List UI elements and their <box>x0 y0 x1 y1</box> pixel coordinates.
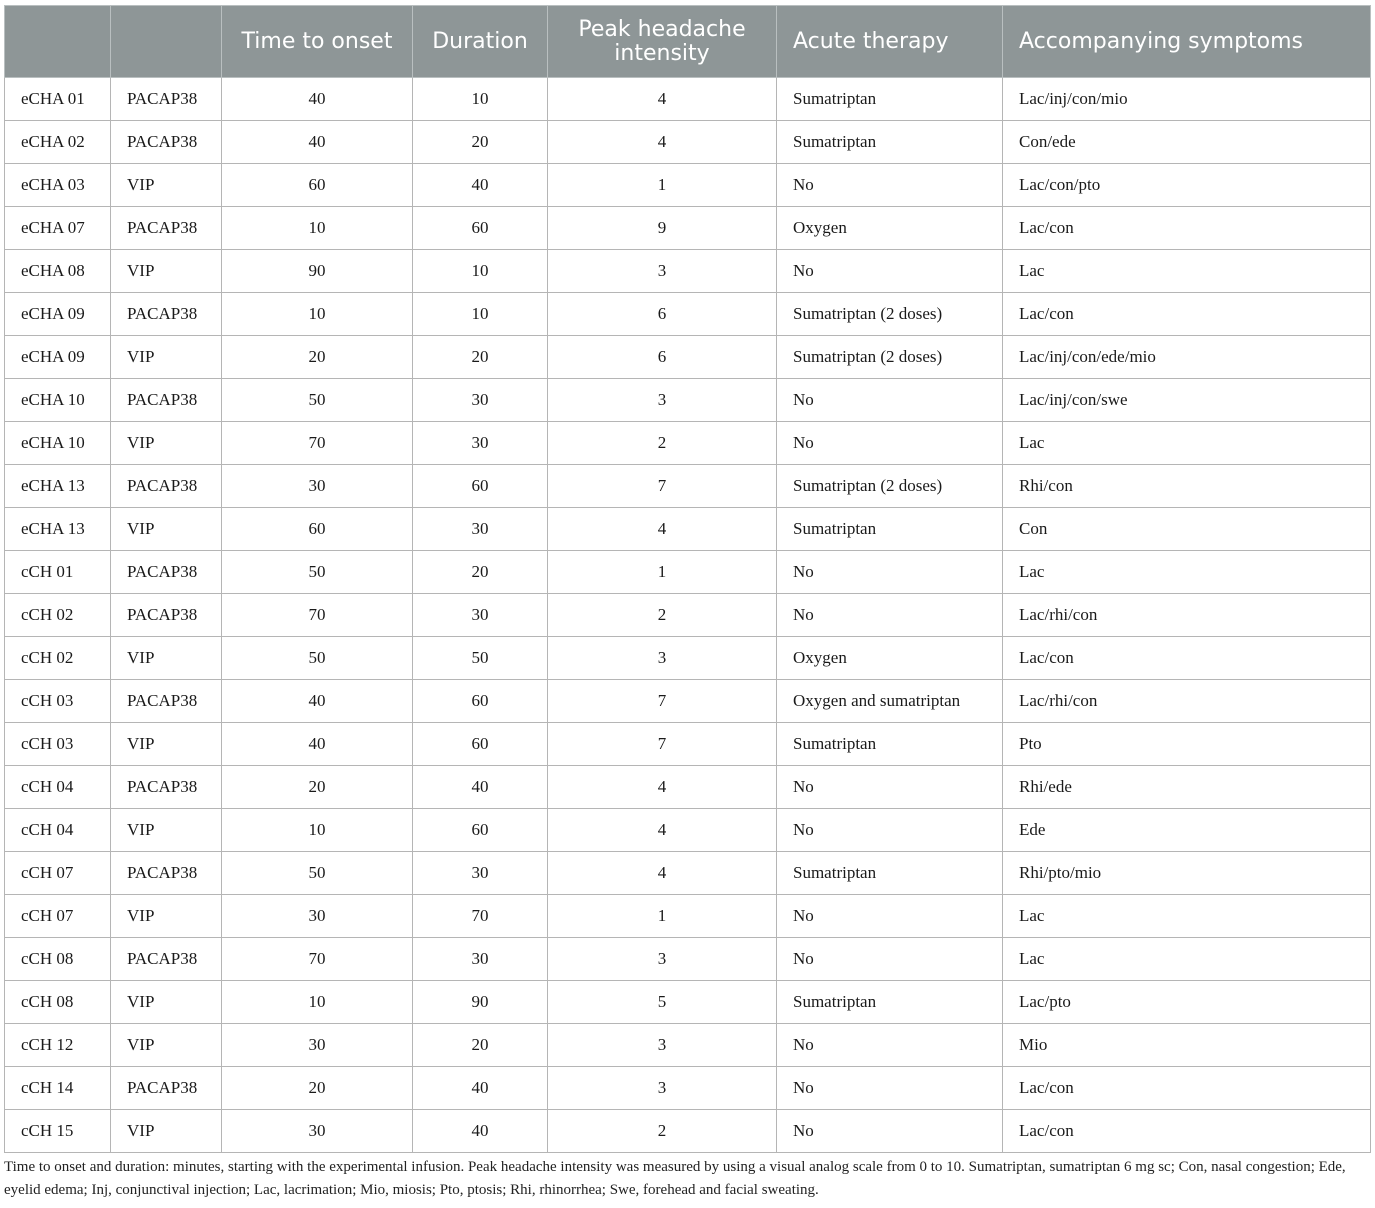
table-row <box>5 895 1371 938</box>
symptoms-cell: Lac/inj/con/swe <box>1003 379 1371 422</box>
peak-intensity-cell: 7 <box>548 723 777 766</box>
acute-therapy-cell: Sumatriptan <box>777 508 1003 551</box>
duration-cell: 60 <box>413 723 548 766</box>
participant-cell: cCH 01 <box>5 551 111 594</box>
participant-cell: cCH 03 <box>5 723 111 766</box>
symptoms-cell: Con/ede <box>1003 121 1371 164</box>
peak-intensity-cell: 4 <box>548 809 777 852</box>
duration-cell: 30 <box>413 938 548 981</box>
peak-intensity-cell: 4 <box>548 121 777 164</box>
peak-intensity-cell: 1 <box>548 895 777 938</box>
time-to-onset-cell: 50 <box>222 637 413 680</box>
header-symptoms: Accompanying symptoms <box>1003 6 1371 78</box>
duration-cell: 30 <box>413 379 548 422</box>
symptoms-cell: Lac/pto <box>1003 981 1371 1024</box>
time-to-onset-cell: 30 <box>222 1024 413 1067</box>
peak-intensity-cell: 3 <box>548 938 777 981</box>
table-row <box>5 78 1371 121</box>
participant-cell: cCH 04 <box>5 809 111 852</box>
provocation-cell: PACAP38 <box>111 207 222 250</box>
acute-therapy-cell: Sumatriptan (2 doses) <box>777 293 1003 336</box>
symptoms-cell: Lac/con <box>1003 207 1371 250</box>
participant-cell: eCHA 07 <box>5 207 111 250</box>
symptoms-cell: Lac <box>1003 895 1371 938</box>
table-row <box>5 637 1371 680</box>
table-row <box>5 207 1371 250</box>
peak-intensity-cell: 1 <box>548 164 777 207</box>
provocation-cell: VIP <box>111 637 222 680</box>
time-to-onset-cell: 30 <box>222 1110 413 1153</box>
provocation-cell: VIP <box>111 895 222 938</box>
peak-intensity-cell: 3 <box>548 379 777 422</box>
time-to-onset-cell: 70 <box>222 938 413 981</box>
provocation-cell: PACAP38 <box>111 465 222 508</box>
participant-cell: eCHA 13 <box>5 465 111 508</box>
header-row <box>5 6 1371 78</box>
data-table <box>4 5 1371 1153</box>
peak-intensity-cell: 4 <box>548 508 777 551</box>
symptoms-cell: Ede <box>1003 809 1371 852</box>
table-row <box>5 121 1371 164</box>
table-footnote: Time to onset and duration: minutes, starting with the experimental infusion. Peak headache intensity was measured by using a visual analog scale from 0 to 10. Sumatriptan, sumatriptan 6 mg sc; Con, nasal congestion; Ede, eyelid edema; Inj, conjunctival injection; Lac, lacrimation; Mio, miosis; Pto, ptosis; Rhi, rhinorrhea; Swe, forehead and facial sweating. <box>4 1159 1346 1198</box>
symptoms-cell: Lac/rhi/con <box>1003 594 1371 637</box>
peak-intensity-cell: 6 <box>548 336 777 379</box>
provocation-cell: PACAP38 <box>111 594 222 637</box>
duration-cell: 60 <box>413 207 548 250</box>
acute-therapy-cell: Oxygen <box>777 207 1003 250</box>
duration-cell: 10 <box>413 250 548 293</box>
participant-cell: eCHA 08 <box>5 250 111 293</box>
peak-intensity-cell: 1 <box>548 551 777 594</box>
time-to-onset-cell: 10 <box>222 207 413 250</box>
table-row <box>5 293 1371 336</box>
header-acute-therapy: Acute therapy <box>777 6 1003 78</box>
participant-cell: cCH 07 <box>5 895 111 938</box>
duration-cell: 60 <box>413 465 548 508</box>
provocation-cell: PACAP38 <box>111 379 222 422</box>
header-duration: Duration <box>413 6 548 78</box>
table-row <box>5 981 1371 1024</box>
peak-intensity-cell: 6 <box>548 293 777 336</box>
provocation-cell: VIP <box>111 1024 222 1067</box>
participant-cell: eCHA 09 <box>5 293 111 336</box>
acute-therapy-cell: Sumatriptan (2 doses) <box>777 336 1003 379</box>
header-peak-intensity: Peak headache intensity <box>548 6 777 78</box>
acute-therapy-cell: No <box>777 895 1003 938</box>
participant-cell: eCHA 13 <box>5 508 111 551</box>
symptoms-cell: Lac <box>1003 422 1371 465</box>
time-to-onset-cell: 10 <box>222 293 413 336</box>
peak-intensity-cell: 3 <box>548 1067 777 1110</box>
symptoms-cell: Lac/con <box>1003 1067 1371 1110</box>
acute-therapy-cell: No <box>777 809 1003 852</box>
time-to-onset-cell: 60 <box>222 164 413 207</box>
participant-cell: cCH 14 <box>5 1067 111 1110</box>
participant-cell: eCHA 03 <box>5 164 111 207</box>
symptoms-cell: Lac/rhi/con <box>1003 680 1371 723</box>
peak-intensity-cell: 5 <box>548 981 777 1024</box>
table-row <box>5 508 1371 551</box>
participant-cell: eCHA 01 <box>5 78 111 121</box>
provocation-cell: VIP <box>111 508 222 551</box>
participant-cell: cCH 03 <box>5 680 111 723</box>
time-to-onset-cell: 30 <box>222 465 413 508</box>
participant-cell: cCH 02 <box>5 637 111 680</box>
duration-cell: 60 <box>413 680 548 723</box>
acute-therapy-cell: No <box>777 379 1003 422</box>
acute-therapy-cell: Sumatriptan <box>777 78 1003 121</box>
acute-therapy-cell: Sumatriptan (2 doses) <box>777 465 1003 508</box>
provocation-cell: VIP <box>111 809 222 852</box>
table-row <box>5 422 1371 465</box>
participant-cell: cCH 12 <box>5 1024 111 1067</box>
peak-intensity-cell: 2 <box>548 1110 777 1153</box>
time-to-onset-cell: 50 <box>222 379 413 422</box>
participant-cell: eCHA 09 <box>5 336 111 379</box>
acute-therapy-cell: Sumatriptan <box>777 121 1003 164</box>
peak-intensity-cell: 2 <box>548 594 777 637</box>
duration-cell: 30 <box>413 594 548 637</box>
time-to-onset-cell: 20 <box>222 1067 413 1110</box>
symptoms-cell: Lac/con <box>1003 293 1371 336</box>
time-to-onset-cell: 50 <box>222 852 413 895</box>
header-time-to-onset: Time to onset <box>222 6 413 78</box>
time-to-onset-cell: 20 <box>222 766 413 809</box>
table-row <box>5 1024 1371 1067</box>
acute-therapy-cell: No <box>777 1067 1003 1110</box>
duration-cell: 60 <box>413 809 548 852</box>
time-to-onset-cell: 10 <box>222 981 413 1024</box>
peak-intensity-cell: 4 <box>548 766 777 809</box>
acute-therapy-cell: Sumatriptan <box>777 852 1003 895</box>
symptoms-cell: Pto <box>1003 723 1371 766</box>
participant-cell: cCH 08 <box>5 938 111 981</box>
time-to-onset-cell: 40 <box>222 723 413 766</box>
peak-intensity-cell: 4 <box>548 852 777 895</box>
duration-cell: 70 <box>413 895 548 938</box>
symptoms-cell: Lac <box>1003 250 1371 293</box>
provocation-cell: PACAP38 <box>111 293 222 336</box>
participant-cell: eCHA 02 <box>5 121 111 164</box>
acute-therapy-cell: Oxygen and sumatriptan <box>777 680 1003 723</box>
acute-therapy-cell: No <box>777 766 1003 809</box>
time-to-onset-cell: 30 <box>222 895 413 938</box>
table-row <box>5 594 1371 637</box>
provocation-cell: PACAP38 <box>111 1067 222 1110</box>
participant-cell: cCH 07 <box>5 852 111 895</box>
symptoms-cell: Lac <box>1003 551 1371 594</box>
time-to-onset-cell: 20 <box>222 336 413 379</box>
provocation-cell: PACAP38 <box>111 680 222 723</box>
duration-cell: 10 <box>413 293 548 336</box>
provocation-cell: VIP <box>111 336 222 379</box>
duration-cell: 10 <box>413 78 548 121</box>
symptoms-cell: Lac/con <box>1003 1110 1371 1153</box>
provocation-cell: VIP <box>111 1110 222 1153</box>
participant-cell: cCH 08 <box>5 981 111 1024</box>
acute-therapy-cell: No <box>777 1110 1003 1153</box>
provocation-cell: PACAP38 <box>111 766 222 809</box>
time-to-onset-cell: 60 <box>222 508 413 551</box>
symptoms-cell: Lac/con/pto <box>1003 164 1371 207</box>
acute-therapy-cell: No <box>777 422 1003 465</box>
time-to-onset-cell: 40 <box>222 78 413 121</box>
provocation-cell: VIP <box>111 250 222 293</box>
provocation-cell: PACAP38 <box>111 551 222 594</box>
acute-therapy-cell: Sumatriptan <box>777 981 1003 1024</box>
table-row <box>5 379 1371 422</box>
duration-cell: 40 <box>413 1110 548 1153</box>
table-body <box>5 78 1371 1153</box>
participant-cell: cCH 15 <box>5 1110 111 1153</box>
duration-cell: 20 <box>413 551 548 594</box>
symptoms-cell: Lac <box>1003 938 1371 981</box>
peak-intensity-cell: 4 <box>548 78 777 121</box>
duration-cell: 30 <box>413 508 548 551</box>
table-row <box>5 938 1371 981</box>
table-row <box>5 723 1371 766</box>
peak-intensity-cell: 2 <box>548 422 777 465</box>
table-row <box>5 680 1371 723</box>
symptoms-cell: Lac/inj/con/ede/mio <box>1003 336 1371 379</box>
duration-cell: 20 <box>413 1024 548 1067</box>
duration-cell: 40 <box>413 766 548 809</box>
table-row <box>5 809 1371 852</box>
time-to-onset-cell: 40 <box>222 121 413 164</box>
symptoms-cell: Con <box>1003 508 1371 551</box>
header-participant <box>5 6 111 78</box>
duration-cell: 20 <box>413 336 548 379</box>
time-to-onset-cell: 90 <box>222 250 413 293</box>
provocation-cell: PACAP38 <box>111 938 222 981</box>
time-to-onset-cell: 50 <box>222 551 413 594</box>
duration-cell: 50 <box>413 637 548 680</box>
peak-intensity-cell: 3 <box>548 1024 777 1067</box>
acute-therapy-cell: No <box>777 551 1003 594</box>
symptoms-cell: Lac/inj/con/mio <box>1003 78 1371 121</box>
duration-cell: 30 <box>413 852 548 895</box>
table-row <box>5 852 1371 895</box>
table-row <box>5 250 1371 293</box>
acute-therapy-cell: No <box>777 164 1003 207</box>
peak-intensity-cell: 3 <box>548 637 777 680</box>
participant-cell: eCHA 10 <box>5 379 111 422</box>
table-row <box>5 164 1371 207</box>
symptoms-cell: Rhi/pto/mio <box>1003 852 1371 895</box>
peak-intensity-cell: 3 <box>548 250 777 293</box>
time-to-onset-cell: 70 <box>222 594 413 637</box>
acute-therapy-cell: No <box>777 594 1003 637</box>
table-row <box>5 766 1371 809</box>
table-row <box>5 1110 1371 1153</box>
provocation-cell: PACAP38 <box>111 852 222 895</box>
duration-cell: 30 <box>413 422 548 465</box>
data-table-container <box>4 5 1370 1153</box>
time-to-onset-cell: 70 <box>222 422 413 465</box>
provocation-cell: VIP <box>111 981 222 1024</box>
symptoms-cell: Mio <box>1003 1024 1371 1067</box>
acute-therapy-cell: Sumatriptan <box>777 723 1003 766</box>
peak-intensity-cell: 9 <box>548 207 777 250</box>
duration-cell: 90 <box>413 981 548 1024</box>
provocation-cell: VIP <box>111 422 222 465</box>
provocation-cell: VIP <box>111 164 222 207</box>
table-row <box>5 465 1371 508</box>
time-to-onset-cell: 40 <box>222 680 413 723</box>
acute-therapy-cell: Oxygen <box>777 637 1003 680</box>
provocation-cell: PACAP38 <box>111 121 222 164</box>
table-row <box>5 551 1371 594</box>
participant-cell: eCHA 10 <box>5 422 111 465</box>
duration-cell: 20 <box>413 121 548 164</box>
acute-therapy-cell: No <box>777 938 1003 981</box>
symptoms-cell: Lac/con <box>1003 637 1371 680</box>
table-row <box>5 1067 1371 1110</box>
time-to-onset-cell: 10 <box>222 809 413 852</box>
symptoms-cell: Rhi/ede <box>1003 766 1371 809</box>
participant-cell: cCH 02 <box>5 594 111 637</box>
header-provocation <box>111 6 222 78</box>
peak-intensity-cell: 7 <box>548 465 777 508</box>
acute-therapy-cell: No <box>777 250 1003 293</box>
acute-therapy-cell: No <box>777 1024 1003 1067</box>
provocation-cell: PACAP38 <box>111 78 222 121</box>
provocation-cell: VIP <box>111 723 222 766</box>
duration-cell: 40 <box>413 164 548 207</box>
table-row <box>5 336 1371 379</box>
duration-cell: 40 <box>413 1067 548 1110</box>
symptoms-cell: Rhi/con <box>1003 465 1371 508</box>
participant-cell: cCH 04 <box>5 766 111 809</box>
peak-intensity-cell: 7 <box>548 680 777 723</box>
